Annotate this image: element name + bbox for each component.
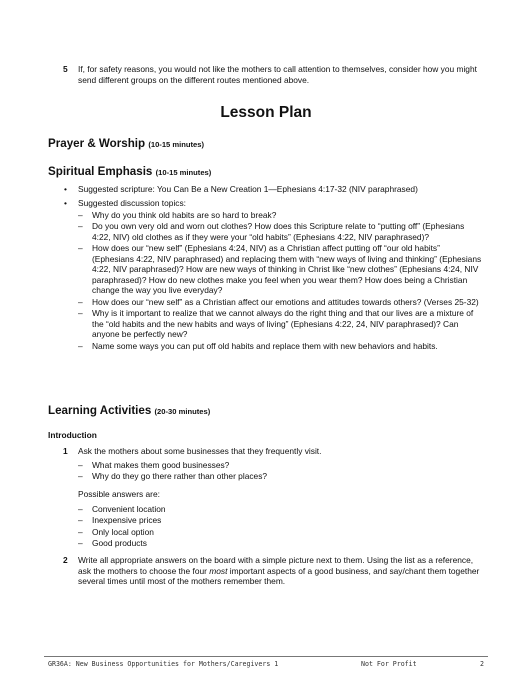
answers-label: Possible answers are: <box>78 489 160 499</box>
dash-icon: – <box>78 515 83 526</box>
section-duration: (10-15 minutes) <box>155 168 212 177</box>
dash-icon: – <box>78 340 83 351</box>
dash-icon: – <box>78 209 83 220</box>
answer-item <box>78 538 488 549</box>
section-duration: (10-15 minutes) <box>148 140 205 149</box>
topic-text: Do you own very old and worn out clothes? How does this Scripture relate to “putting off” (Ephesians 4:22, NIV) old clothes as if they were your “old habits” (Ephesians 4:22, NIV paraphrased)? <box>92 221 465 242</box>
question-text: Why do they go there rather than other places? <box>92 471 268 482</box>
dash-icon: – <box>78 221 83 232</box>
section-duration: (20-30 minutes) <box>154 407 211 416</box>
answer-item <box>78 504 488 515</box>
section-heading-spiritual <box>48 165 211 180</box>
answer-item <box>78 515 488 526</box>
dash-icon: – <box>78 471 83 482</box>
dash-icon: – <box>78 504 83 514</box>
bullet-icon: • <box>64 198 67 209</box>
dash-icon: – <box>78 243 83 254</box>
topic-text: How does our “new self” (Ephesians 4:24, NIV) as a Christian affect putting off “our old habits” (Ephesians 4:22, NIV paraphrased) and replacing them with “new ways of living and thinking” (Ephesians 4:22, NIV paraphrased)? How are new ways of thinking in Christ like “new clothes” (Ephesians 4:24, NIV paraphrased)? How do new clothes make you feel when you wear them? How does being a Christian change the way you live everyday? <box>92 243 482 296</box>
question-text: What makes them good businesses? <box>92 460 230 470</box>
footer-divider <box>44 656 488 657</box>
dash-icon: – <box>78 538 83 549</box>
answer-text: Inexpensive prices <box>92 515 162 526</box>
bullet-item <box>64 198 484 351</box>
page-title: Lesson Plan <box>220 104 312 121</box>
item-text: Ask the mothers about some businesses that they frequently visit. <box>78 446 322 456</box>
item-text: If, for safety reasons, you would not like the mothers to call attention to themselves, consider how you might send different groups on the different routes mentioned above. <box>78 64 477 85</box>
answer-list <box>78 504 488 550</box>
section-title: Prayer & Worship <box>48 137 146 150</box>
discussion-topics-list <box>78 210 484 352</box>
spiritual-bullet-list <box>64 184 484 355</box>
question-item <box>78 460 488 471</box>
numbered-item-2 <box>63 555 483 587</box>
topic-text: Name some ways you can put off old habits and replace them with new behaviors and habits. <box>92 340 438 351</box>
dash-icon: – <box>78 460 83 470</box>
numbered-item-1 <box>63 446 483 457</box>
topic-item <box>78 221 484 242</box>
topic-item <box>78 210 484 221</box>
item-text <box>78 555 483 587</box>
subheading-introduction: Introduction <box>48 430 97 440</box>
item-text-emphasis: most <box>209 565 228 576</box>
question-item <box>78 471 488 482</box>
answer-text: Convenient location <box>92 504 166 514</box>
question-list <box>78 460 488 483</box>
answer-text: Only local option <box>92 526 154 537</box>
dash-icon: – <box>78 526 83 537</box>
topic-text: How does our “new self” as a Christian affect our emotions and attitudes towards others? (Verses 25-32) <box>92 296 479 307</box>
numbered-item-5 <box>63 64 483 85</box>
item-text-part: Write all appropriate answers on the board with a simple picture next to them. Using the list as a reference, ask the mothers to choose the four <box>78 555 474 576</box>
topic-item <box>78 308 484 340</box>
section-heading-prayer <box>48 137 204 152</box>
dash-icon: – <box>78 296 83 307</box>
section-heading-learning <box>48 404 210 419</box>
footer-page-number: 2 <box>480 660 484 668</box>
item-number: 5 <box>63 64 68 74</box>
section-title: Learning Activities <box>48 404 152 417</box>
topic-text: Why do you think old habits are so hard to break? <box>92 209 277 220</box>
bullet-text: Suggested scripture: You Can Be a New Creation 1—Ephesians 4:17-32 (NIV paraphrased) <box>78 184 418 194</box>
item-number: 1 <box>63 446 68 456</box>
item-number: 2 <box>63 555 68 565</box>
bullet-icon: • <box>64 184 67 194</box>
topic-item <box>78 297 484 308</box>
topic-item <box>78 243 484 296</box>
answer-item <box>78 527 488 538</box>
footer-doc-title: GR36A: New Business Opportunities for Mothers/Caregivers 1 <box>48 660 279 668</box>
dash-icon: – <box>78 308 83 319</box>
topic-text: Why is it important to realize that we cannot always do the right thing and that our lives are a mixture of the “old habits and the new habits and ways of living” (Ephesians 4:22, 24, NIV paraphrased)? Can anyone be perfectly new? <box>92 308 474 340</box>
topic-item <box>78 341 484 352</box>
answer-text: Good products <box>92 538 147 549</box>
footer-notice: Not For Profit <box>361 660 417 668</box>
section-title: Spiritual Emphasis <box>48 165 153 178</box>
bullet-text: Suggested discussion topics: <box>78 198 187 209</box>
item-text-part: important aspects of a good business, and say/chant them together several times until most of the mothers remember them. <box>78 565 480 587</box>
bullet-item <box>64 184 484 195</box>
